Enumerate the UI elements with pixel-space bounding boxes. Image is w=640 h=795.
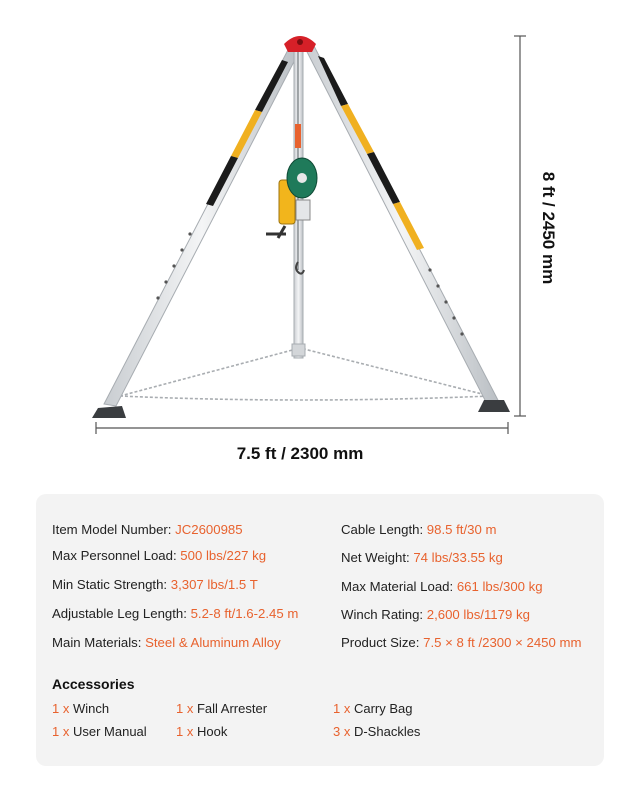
spec-product-size — [341, 635, 581, 650]
accessory-fall-arrester — [176, 701, 267, 716]
spec-label: Adjustable Leg Length: — [52, 606, 187, 621]
accessory-qty: 1 x — [52, 701, 70, 716]
spec-model-number — [52, 522, 243, 537]
spec-adjustable-leg-length — [52, 606, 298, 621]
spec-value: 74 lbs/33.55 kg — [413, 550, 503, 565]
accessory-qty: 1 x — [333, 701, 351, 716]
spec-value: 5.2-8 ft/1.6-2.45 m — [190, 606, 299, 621]
spec-net-weight — [341, 550, 503, 565]
spec-label: Net Weight: — [341, 550, 410, 565]
accessory-qty: 1 x — [176, 701, 194, 716]
spec-max-personnel-load — [52, 548, 266, 563]
height-dimension-label: 8 ft / 2450 mm — [539, 171, 558, 285]
accessory-qty: 3 x — [333, 724, 351, 739]
accessory-d-shackles — [333, 724, 420, 739]
warning-label — [295, 124, 301, 148]
spec-cable-length — [341, 522, 496, 537]
spec-label: Max Personnel Load: — [52, 548, 177, 563]
accessory-name: Fall Arrester — [196, 701, 268, 716]
winch-icon — [266, 158, 317, 238]
accessory-name: Carry Bag — [353, 701, 413, 716]
height-dimension-line — [514, 36, 526, 416]
width-dimension-line — [96, 422, 508, 434]
tripod-head — [284, 36, 316, 52]
spec-label: Product Size: — [341, 635, 420, 650]
spec-max-material-load — [341, 579, 543, 594]
accessory-qty: 1 x — [176, 724, 194, 739]
foot-plate-left — [92, 406, 126, 418]
spec-label: Cable Length: — [341, 522, 424, 537]
accessory-hook — [176, 724, 227, 739]
accessory-user-manual — [52, 724, 147, 739]
spec-label: Max Material Load: — [341, 579, 454, 594]
spec-winch-rating — [341, 607, 530, 622]
tripod-leg-right — [304, 46, 500, 406]
spec-value: 500 lbs/227 kg — [180, 548, 267, 563]
accessories-title: Accessories — [52, 676, 135, 692]
accessory-name: Winch — [72, 701, 110, 716]
spec-value: 661 lbs/300 kg — [456, 579, 543, 594]
accessory-name: D-Shackles — [353, 724, 421, 739]
spec-label: Item Model Number: — [52, 522, 172, 537]
spec-value: 7.5 × 8 ft /2300 × 2450 mm — [423, 635, 582, 650]
accessory-winch — [52, 701, 109, 716]
spec-value: JC2600985 — [175, 522, 243, 537]
spec-value: 3,307 lbs/1.5 T — [170, 577, 258, 592]
spec-min-static-strength — [52, 577, 258, 592]
spec-value: Steel & Aluminum Alloy — [145, 635, 281, 650]
accessory-qty: 1 x — [52, 724, 70, 739]
spec-label: Main Materials: — [52, 635, 142, 650]
foot-plate-right — [478, 400, 510, 412]
width-dimension-label: 7.5 ft / 2300 mm — [236, 444, 364, 463]
tripod-leg-left — [104, 46, 300, 406]
spec-main-materials — [52, 635, 281, 650]
accessory-name: User Manual — [72, 724, 147, 739]
spec-label: Winch Rating: — [341, 607, 424, 622]
spec-label: Min Static Strength: — [52, 577, 168, 592]
accessory-name: Hook — [196, 724, 228, 739]
accessory-carry-bag — [333, 701, 413, 716]
spec-value: 98.5 ft/30 m — [426, 522, 497, 537]
spec-value: 2,600 lbs/1179 kg — [426, 607, 530, 622]
